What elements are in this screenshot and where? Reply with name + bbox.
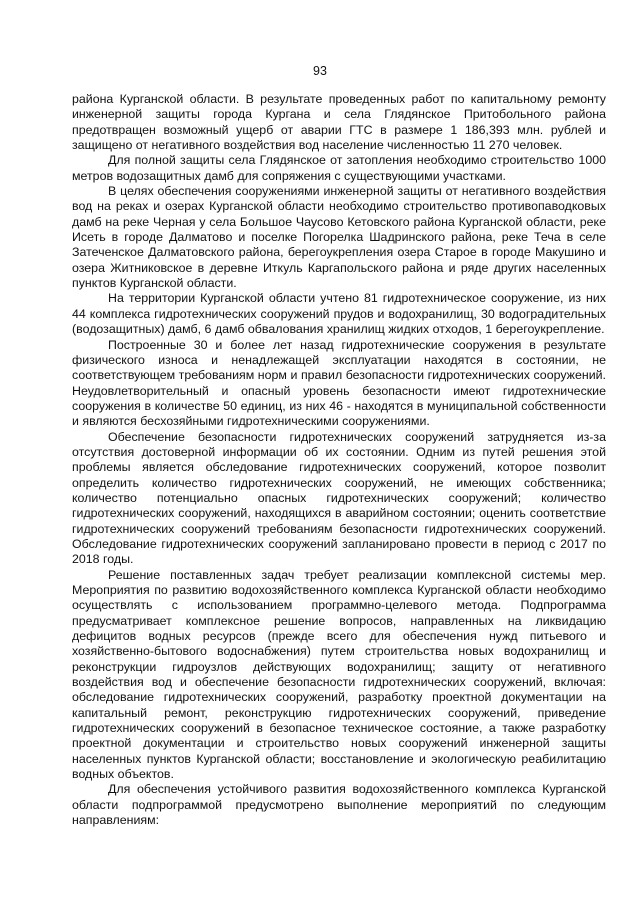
paragraph-flood-repair-results: района Курганской области. В результате проведенных работ по капитальному ремонту инженерной защиты города Кургана и села Глядянское Притобольного района предотвращен возможный ущерб от аварии ГТС в размере 1 186,393 млн. рублей и защищено от негативного воздействия вод население численностью 11 270 человек. — [72, 92, 606, 153]
paragraph-safety-inspection: Обеспечение безопасности гидротехнических сооружений затрудняется из-за отсутствия достоверной информации об их состоянии. Одним из путей решения этой проблемы является обследование гидротехнических сооружений, которое позволит определить количество гидротехнических сооружений, не имеющих собственника; количество потенциально опасных гидротехнических сооружений; количество гидротехнических сооружений, находящихся в аварийном состоянии; оценить соответствие гидротехнических сооружений требованиям безопасности гидротехнических сооружений. Обследование гидротехнических сооружений запланировано провести в период с 2017 по 2018 годы. — [72, 429, 606, 567]
page-number: 93 — [313, 64, 327, 78]
paragraph-structures-condition: Построенные 30 и более лет назад гидротехнические сооружения в результате физического износа и ненадлежащей эксплуатации находятся в состоянии, не соответствующем требованиям норм и правил безопасности гидротехнических сооружений. Неудовлетворительный и опасный уровень безопасности имеют гидротехнические сооружения в количестве 50 единиц, из них 46 - находятся в муниципальной собственности и являются бесхозяйными гидротехническими сооружениями. — [72, 337, 606, 429]
paragraph-engineering-protection: В целях обеспечения сооружениями инженерной защиты от негативного воздействия вод на реках и озерах Курганской области необходимо строительство противопаводковых дамб на реке Черная у села Большое Чаусово Кетовского района Курганской области, реке Исеть в городе Далматово и поселке Погорелка Шадринского района, реке Теча в селе Затеченское Далматовского района, берегоукрепления озера Старое в городе Макушино и озера Житниковское в деревне Иткуль Каргапольского района и ряде других населенных пунктов Курганской области. — [72, 184, 606, 291]
paragraph-glyadyanskoe-dams: Для полной защиты села Глядянское от затопления необходимо строительство 1000 метров водозащитных дамб для сопряжения с существующими участками. — [72, 153, 606, 183]
paragraph-development-directions: Для обеспечения устойчивого развития водохозяйственного комплекса Курганской области подпрограммой предусмотрено выполнение мероприятий по следующим направлениям: — [72, 782, 606, 828]
paragraph-subprogram-measures: Решение поставленных задач требует реализации комплексной системы мер. Мероприятия по развитию водохозяйственного комплекса Курганской области необходимо осуществлять с использованием программно-целевого метода. Подпрограмма предусматривает комплексное решение вопросов, направленных на ликвидацию дефицитов водных ресурсов (прежде всего для обеспечения нужд питьевого и хозяйственно-бытового водоснабжения) путем строительства новых водохранилищ и реконструкции гидроузлов действующих водохранилищ; защиту от негативного воздействия вод и обеспечение безопасности гидротехнических сооружений, включая: обследование гидротехнических сооружений, разработку проектной документации на капитальный ремонт, реконструкцию гидротехнических сооружений, приведение гидротехнических сооружений в безопасное техническое состояние, а также разработку проектной документации и строительство новых сооружений инженерной защиты населенных пунктов Курганской области; восстановление и экологическую реабилитацию водных объектов. — [72, 567, 606, 782]
paragraph-structures-count: На территории Курганской области учтено 81 гидротехническое сооружение, из них 44 комплекса гидротехнических сооружений прудов и водохранилищ, 30 водоградительных (водозащитных) дамб, 6 дамб обвалования хранилищ жидких отходов, 1 берегоукрепление. — [72, 291, 606, 337]
document-body — [72, 92, 606, 829]
